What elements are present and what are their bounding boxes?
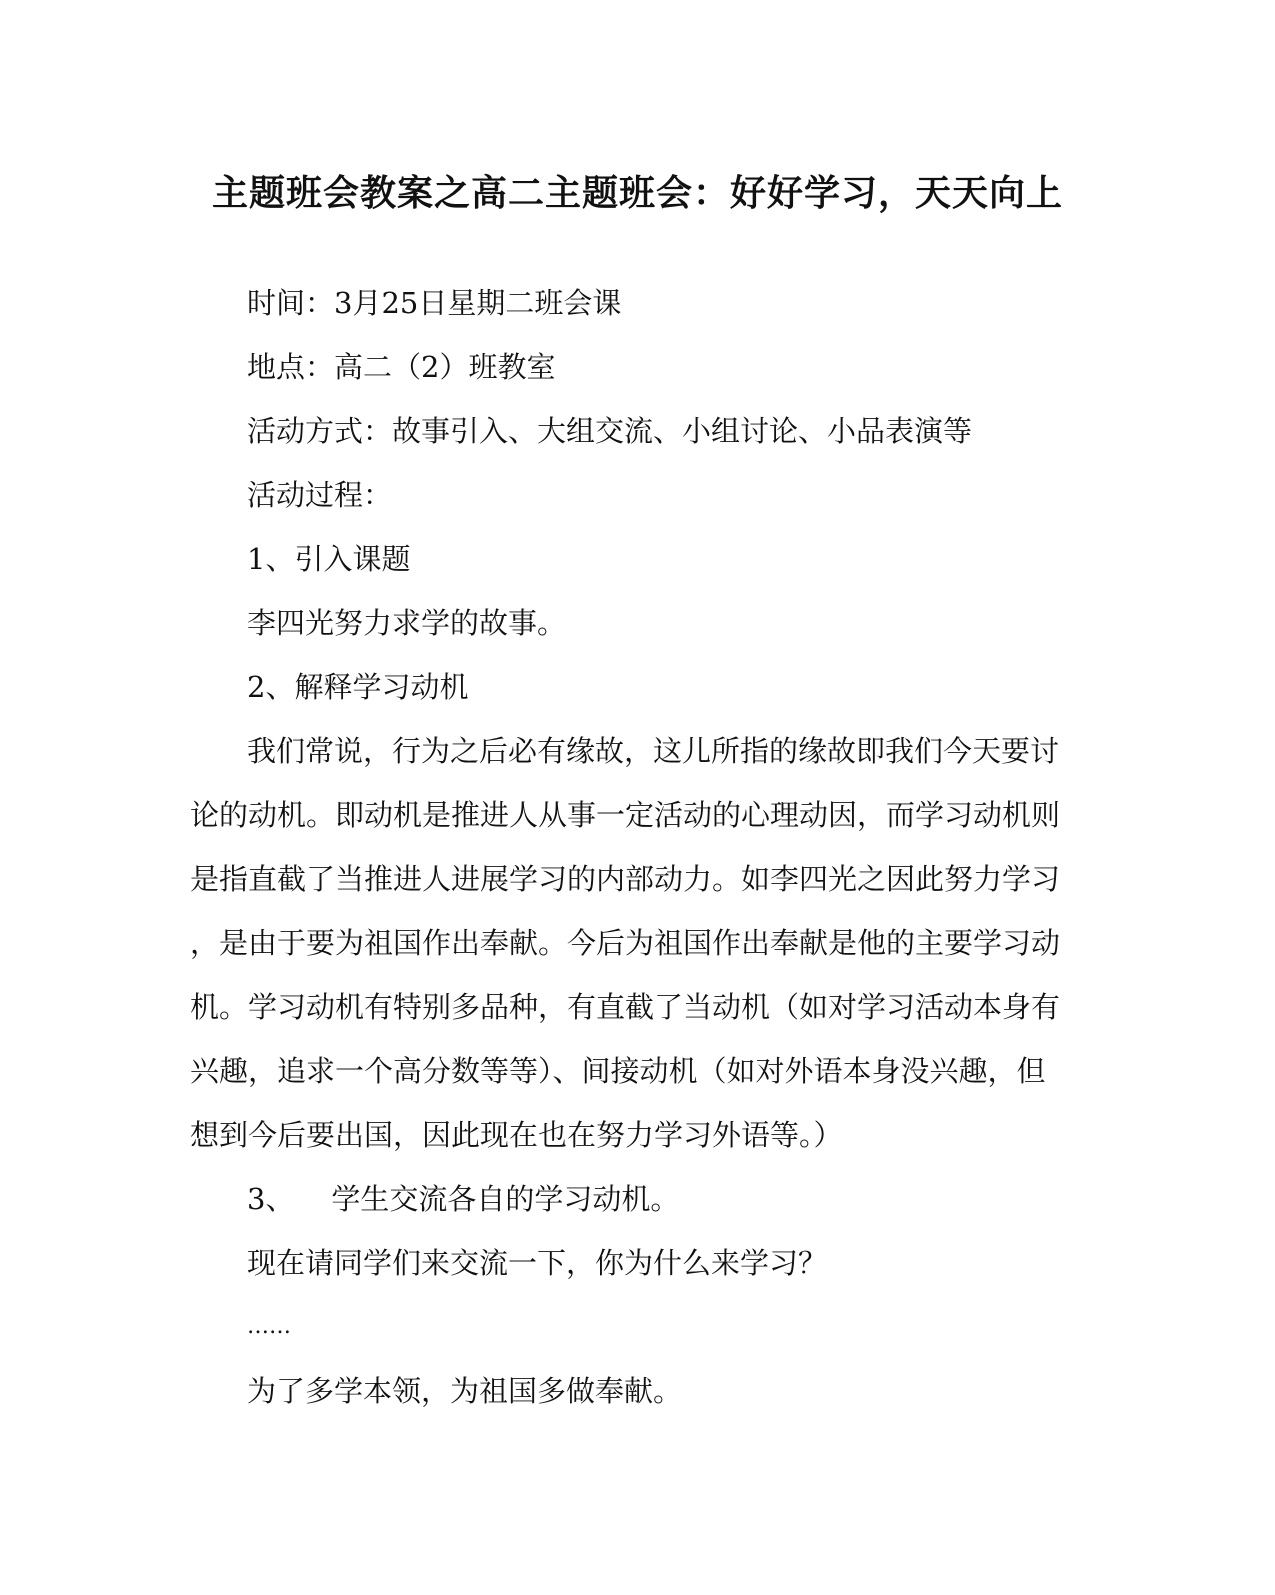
paragraph-line: 是指直截了当推进人进展学习的内部动力。如李四光之因此努力学习 [190,862,1061,896]
section-2-heading: 2、解释学习动机 [247,670,469,704]
section-1-heading: 1、引入课题 [247,542,411,576]
ellipsis-line: …… [247,1314,291,1339]
paragraph-line: 兴趣，追求一个高分数等等）、间接动机（如对外语本身没兴趣，但 [190,1054,1046,1088]
method-line: 活动方式：故事引入、大组交流、小组讨论、小品表演等 [247,414,973,448]
section-3-heading: 3、 学生交流各自的学习动机。 [247,1182,680,1216]
process-heading: 活动过程： [247,478,393,512]
answer-line: 为了多学本领，为祖国多做奉献。 [247,1374,683,1408]
paragraph-line: 机。学习动机有特别多品种，有直截了当动机（如对学习活动本身有 [190,990,1061,1024]
paragraph-line: 论的动机。即动机是推进人从事一定活动的心理动因，而学习动机则 [190,798,1061,832]
time-line: 时间：3月25日星期二班会课 [247,286,622,320]
paragraph-line: ，是由于要为祖国作出奉献。今后为祖国作出奉献是他的主要学习动 [190,926,1061,960]
story-line: 李四光努力求学的故事。 [247,606,567,640]
paragraph-line: 我们常说，行为之后必有缘故，这儿所指的缘故即我们今天要讨 [247,734,1060,768]
paragraph-line: 想到今后要出国，因此现在也在努力学习外语等。） [190,1118,843,1152]
question-line: 现在请同学们来交流一下，你为什么来学习？ [247,1246,828,1280]
place-line: 地点：高二（2）班教室 [247,350,556,384]
document-title: 主题班会教案之高二主题班会：好好学习，天天向上 [211,172,1063,214]
